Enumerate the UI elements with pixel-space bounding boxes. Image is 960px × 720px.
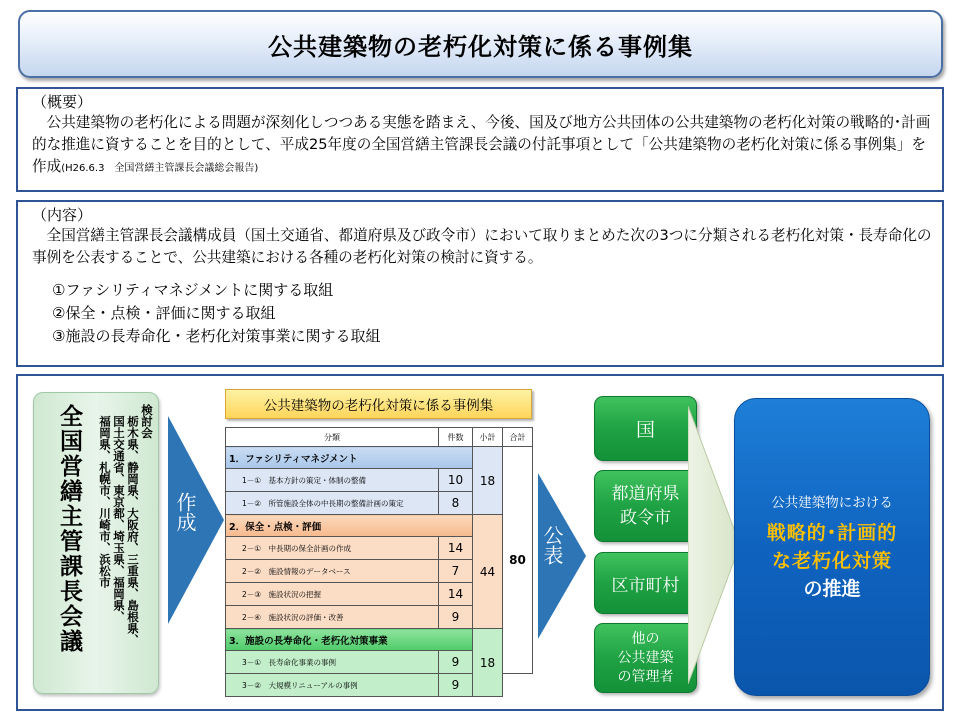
table-header-row: [226, 428, 533, 447]
recipient-label: 都道府県 政令市: [611, 484, 680, 528]
council-members: 検討会 栃木県、静岡県、大阪府、三重県、島根県、 国土交通省、東京都、埼玉県、福岡県、 福岡県、札幌市、川崎市、浜松市: [98, 404, 154, 646]
item-count: 9: [439, 651, 473, 674]
item-count: 7: [439, 560, 473, 583]
recipient-other-managers: [594, 623, 697, 693]
category-2-subtotal: 44: [473, 515, 503, 629]
header-subtotal: 小計: [473, 428, 503, 447]
item-count: 9: [439, 606, 473, 629]
page-title: 公共建築物の老朽化対策に係る事例集: [268, 32, 693, 61]
casebook-table: [225, 427, 533, 697]
item-label: 3－② 大規模リニューアルの事例: [226, 674, 439, 697]
item-count: 10: [439, 469, 473, 492]
table-row: [226, 447, 533, 469]
item-label: 1－② 所管施設全体の中長期の整備計画の策定: [226, 492, 439, 515]
contents-item: ②保全・点検・評価に関する取組: [52, 304, 276, 322]
item-label: 1－① 基本方針の策定・体制の整備: [226, 469, 439, 492]
category-1-subtotal: 18: [473, 447, 503, 515]
publish-label: 公表: [540, 525, 564, 565]
contents-box: [16, 200, 944, 367]
item-label: 2－④ 施設状況の評価・改善: [226, 606, 439, 629]
header-category: 分類: [226, 428, 439, 447]
category-1-heading: 1．ファシリティマネジメント: [226, 447, 473, 469]
publish-arrow-label: [538, 525, 566, 571]
contents-heading: （内容）: [32, 206, 93, 224]
result-highlight: 戦略的･計画的 な老朽化対策: [766, 522, 898, 572]
table-row: [226, 629, 533, 651]
recipient-label: 区市町村: [611, 575, 680, 596]
overview-text-block: [32, 112, 932, 180]
result-line-3: の推進: [803, 578, 861, 600]
recipient-municipality: [594, 552, 697, 614]
recipient-label: 国: [635, 419, 655, 441]
item-label: 2－③ 施設状況の把握: [226, 583, 439, 606]
contents-item: ①ファシリティマネジメントに関する取組: [52, 281, 334, 299]
result-box: [734, 398, 930, 696]
council-name: 全国営繕主管課長会議: [56, 404, 82, 654]
publish-arrow: [538, 473, 586, 639]
header-total: 合計: [503, 428, 533, 447]
contents-text: 全国営繕主管課長会議構成員（国土交通省、都道府県及び政令市）において取りまとめた次の3つに分類される老朽化対策・長寿命化の事例を公表することで、公共建築における各種の老朽化対策の検討に資する。: [32, 227, 932, 266]
category-2-heading: 2．保全・点検・評価: [226, 515, 473, 537]
result-arrow-shape: [688, 406, 740, 684]
overview-text: 公共建築物の老朽化による問題が深刻化しつつある実態を踏まえ、今後、国及び地方公共団体の公共建築物の老朽化対策の戦略的･計画的な推進に資することを目的として、平成25年度の全国営繕主管課長会議の付託事項として「公共建築物の老朽化対策に係る事例集」を作成: [32, 114, 931, 175]
item-label: 2－① 中長期の保全計画の作成: [226, 537, 439, 560]
category-3-heading: 3．施設の長寿命化・老朽化対策事業: [226, 629, 473, 651]
contents-item-list: [52, 279, 932, 348]
casebook-title: 公共建築物の老朽化対策に係る事例集: [225, 389, 532, 419]
contents-item: ③施設の長寿命化・老朽化対策事業に関する取組: [52, 327, 381, 345]
result-arrow: [688, 406, 740, 684]
item-count: 14: [439, 583, 473, 606]
overview-note: (H26.6.3 全国営繕主管課長会議総会報告): [61, 163, 259, 174]
recipient-prefecture: [594, 470, 697, 542]
item-count: 8: [439, 492, 473, 515]
item-count: 14: [439, 537, 473, 560]
table-row: [226, 515, 533, 537]
create-arrow: [168, 416, 224, 624]
item-label: 2－② 施設情報のデータベース: [226, 560, 439, 583]
recipient-national: [594, 396, 697, 461]
title-banner: [18, 10, 943, 78]
overview-box: [16, 87, 944, 192]
grand-total: 80: [503, 447, 533, 674]
category-3-subtotal: 18: [473, 629, 503, 697]
recipient-label: 他の 公共建築 の管理者: [617, 630, 674, 685]
item-label: 3－① 長寿命化事業の事例: [226, 651, 439, 674]
header-count: 件数: [439, 428, 473, 447]
result-line-1: 公共建築物における: [771, 495, 893, 511]
create-label: 作成: [173, 492, 197, 532]
overview-heading: （概要）: [32, 93, 93, 111]
item-count: 9: [439, 674, 473, 697]
create-arrow-label: [170, 492, 200, 538]
